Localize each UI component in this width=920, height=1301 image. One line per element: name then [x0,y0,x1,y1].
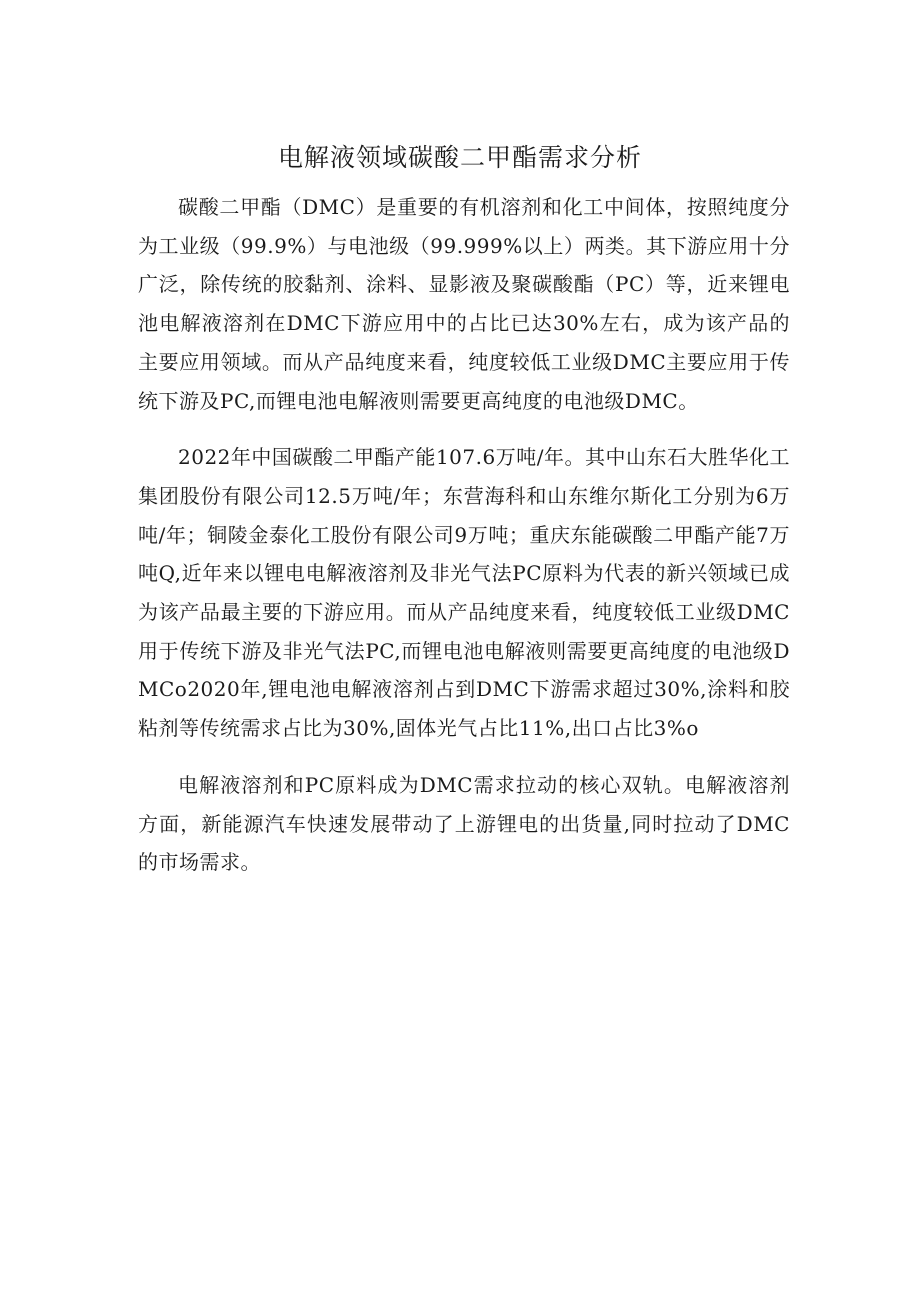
document-body [138,188,790,900]
paragraph-3: 电解液溶剂和PC原料成为DMC需求拉动的核心双轨。电解液溶剂方面，新能源汽车快速发展带动了上游锂电的出货量,同时拉动了DMC的市场需求。 [138,772,790,875]
paragraph-2: 2022年中国碳酸二甲酯产能107.6万吨/年。其中山东石大胜华化工集团股份有限公司12.5万吨/年；东营海科和山东维尔斯化工分别为6万吨/年；铜陵金泰化工股份有限公司9万吨；重庆东能碳酸二甲酯产能7万吨Q,近年来以锂电电解液溶剂及非光气法PC原料为代表的新兴领域已成为该产品最主要的下游应用。而从产品纯度来看，纯度较低工业级DMC用于传统下游及非光气法PC,而锂电池电解液则需要更高纯度的电池级DMCo2020年,锂电池电解液溶剂占到DMC下游需求超过30%,涂料和胶粘剂等传统需求占比为30%,固体光气占比11%,出口占比3%o [138,445,790,741]
paragraph-1: 碳酸二甲酯（DMC）是重要的有机溶剂和化工中间体，按照纯度分为工业级（99.9%）与电池级（99.999%以上）两类。其下游应用十分广泛，除传统的胶黏剂、涂料、显影液及聚碳酸酯（PC）等，近来锂电池电解液溶剂在DMC下游应用中的占比已达30%左右，成为该产品的主要应用领域。而从产品纯度来看，纯度较低工业级DMC主要应用于传统下游及PC,而锂电池电解液则需要更高纯度的电池级DMC。 [138,195,790,413]
document-title: 电解液领域碳酸二甲酯需求分析 [277,143,642,172]
